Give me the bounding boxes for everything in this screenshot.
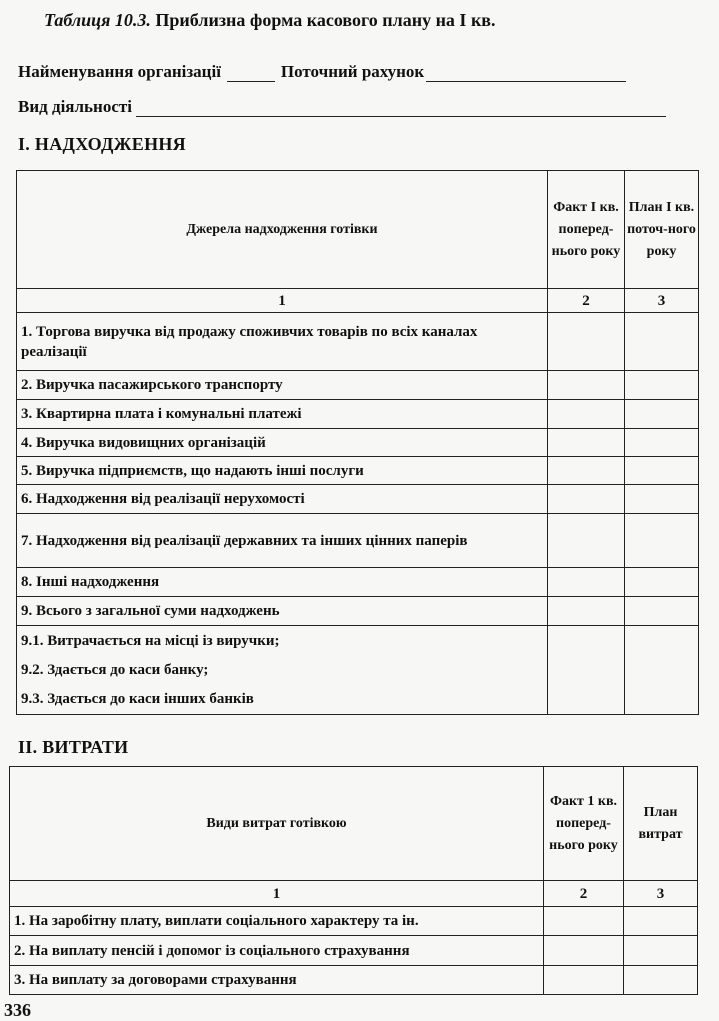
header-fact: Факт I кв. поперед-нього року (548, 171, 625, 289)
plan-cell[interactable] (624, 966, 698, 995)
expense-table (9, 766, 698, 995)
table-row (17, 626, 699, 656)
table-row (17, 514, 699, 568)
header-fact: Факт 1 кв. поперед-нього року (544, 767, 624, 881)
table-row (17, 457, 699, 485)
row-label: 2. Виручка пасажирського транспорту (17, 371, 548, 400)
fact-cell[interactable] (548, 457, 625, 485)
fact-cell[interactable] (548, 626, 625, 715)
column-number-row (10, 881, 698, 907)
fact-cell[interactable] (548, 485, 625, 514)
table-header-row (17, 171, 699, 289)
row-label: 8. Інші надходження (17, 568, 548, 597)
table-row (17, 597, 699, 626)
table-title: Приблизна форма касового плану на I кв. (155, 10, 496, 30)
account-field[interactable] (426, 65, 626, 82)
table-row (17, 485, 699, 514)
row-label: 9.3. Здається до каси інших банків (17, 685, 548, 715)
plan-cell[interactable] (625, 371, 699, 400)
table-row (17, 313, 699, 371)
column-number: 3 (625, 289, 699, 313)
fact-cell[interactable] (548, 371, 625, 400)
row-label: 2. На виплату пенсій і допомог із соціального страхування (10, 936, 544, 966)
row-label: 7. Надходження від реалізації державних та інших цінних паперів (17, 514, 548, 568)
fact-cell[interactable] (544, 907, 624, 936)
table-row (10, 907, 698, 936)
table-row (17, 400, 699, 429)
fact-cell[interactable] (548, 429, 625, 457)
row-label: 3. Квартирна плата і комунальні платежі (17, 400, 548, 429)
fact-cell[interactable] (544, 966, 624, 995)
plan-cell[interactable] (625, 514, 699, 568)
organization-label: Найменування організації (18, 62, 221, 81)
organization-field[interactable] (227, 65, 275, 82)
activity-field[interactable] (136, 100, 666, 117)
column-number: 1 (10, 881, 544, 907)
plan-cell[interactable] (625, 457, 699, 485)
activity-label: Вид діяльності (18, 97, 132, 116)
table-row (17, 568, 699, 597)
row-label: 1. Торгова виручка від продажу споживчих товарів по всіх каналах реалізації (17, 313, 548, 371)
plan-cell[interactable] (625, 313, 699, 371)
table-header-row (10, 767, 698, 881)
fact-cell[interactable] (548, 400, 625, 429)
plan-cell[interactable] (625, 485, 699, 514)
header-plan: План витрат (624, 767, 698, 881)
table-row (10, 936, 698, 966)
row-label: 9.1. Витрачається на місці із виручки; (17, 626, 548, 656)
table-label: Таблиця 10.3. (44, 10, 151, 30)
section2-title: II. ВИТРАТИ (18, 737, 129, 757)
row-label: 3. На виплату за договорами страхування (10, 966, 544, 995)
header-kind: Види витрат готівкою (10, 767, 544, 881)
page-number: 336 (4, 1000, 31, 1020)
fact-cell[interactable] (548, 514, 625, 568)
row-label: 9.2. Здається до каси банку; (17, 656, 548, 685)
column-number: 1 (17, 289, 548, 313)
section1-title: I. НАДХОДЖЕННЯ (18, 134, 186, 154)
fact-cell[interactable] (548, 313, 625, 371)
plan-cell[interactable] (625, 568, 699, 597)
header-source: Джерела надходження готівки (17, 171, 548, 289)
column-number: 2 (544, 881, 624, 907)
row-label: 5. Виручка підприємств, що надають інші послуги (17, 457, 548, 485)
plan-cell[interactable] (625, 597, 699, 626)
page-title (44, 10, 496, 31)
header-plan: План I кв. поточ-ного року (625, 171, 699, 289)
row-label: 1. На заробітну плату, виплати соціального характеру та ін. (10, 907, 544, 936)
account-label: Поточний рахунок (280, 62, 425, 81)
plan-cell[interactable] (625, 400, 699, 429)
plan-cell[interactable] (625, 429, 699, 457)
column-number: 2 (548, 289, 625, 313)
fact-cell[interactable] (548, 597, 625, 626)
activity-row (18, 97, 666, 117)
fact-cell[interactable] (544, 936, 624, 966)
plan-cell[interactable] (624, 936, 698, 966)
column-number: 3 (624, 881, 698, 907)
table-row (17, 371, 699, 400)
income-table (16, 170, 699, 715)
row-label: 6. Надходження від реалізації нерухомості (17, 485, 548, 514)
row-label: 4. Виручка видовищних організацій (17, 429, 548, 457)
table-row (17, 429, 699, 457)
column-number-row (17, 289, 699, 313)
fact-cell[interactable] (548, 568, 625, 597)
organization-row (18, 62, 626, 82)
row-label: 9. Всього з загальної суми надходжень (17, 597, 548, 626)
plan-cell[interactable] (624, 907, 698, 936)
table-row (10, 966, 698, 995)
plan-cell[interactable] (625, 626, 699, 715)
